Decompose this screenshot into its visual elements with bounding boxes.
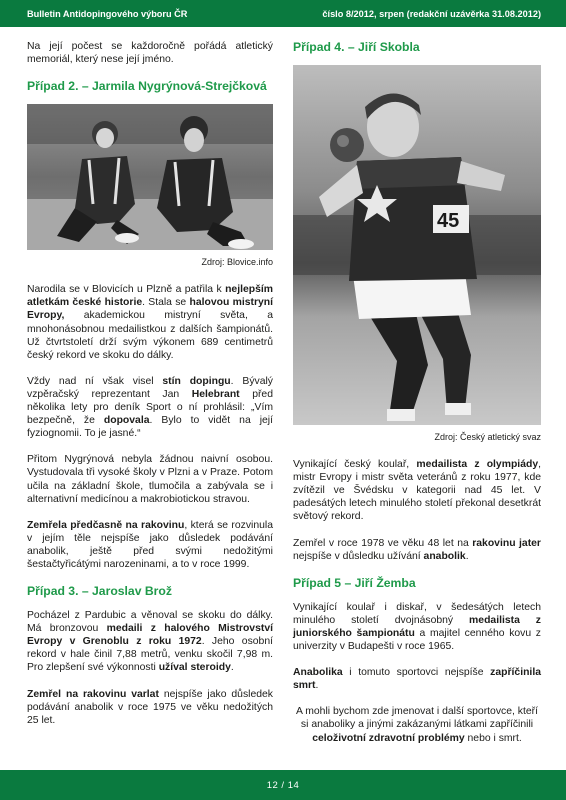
case-5-paragraph-1: Vynikající koulař i diskař, v šedesátých letech minulého století dvojnásobný medailista z juniorského šampionátu a majitel cenného kovu z univerzity v Budapešti v roce 1965. — [293, 601, 542, 653]
case-2-heading: Případ 2. – Jarmila Nygrýnová-Strejčková — [27, 79, 267, 94]
case-3-paragraph-1: Pocházel z Pardubic a věnoval se skoku do dálky. Má bronzovou medaili z halového Mistrovství Evropy v Grenoblu z roku 1972. Jeho osobní rekord v hale činil 7,88 metrů, venku skočil 7,98 m. Pro zlepšení své výkonnosti užíval steroidy. — [27, 610, 273, 674]
case-2-paragraph-1: Narodila se v Blovicích u Plzně a patřila k nejlepším atletkám české historie. Stala se halovou mistryní Evropy, akademickou mistryní světa, a mnohonásobnou medailistkou z dalších šampionátů. Už čtvrtstoletí drží svým výkonem 689 centimetrů český rekord ve skoku do dálky. — [27, 284, 274, 361]
photo-skobla — [293, 65, 541, 425]
case-3-heading: Případ 3. – Jaroslav Brož — [27, 584, 172, 599]
shot-putter-photo — [293, 65, 541, 425]
two-athletes-photo — [27, 104, 273, 250]
bulletin-title: Bulletin Antidopingového výboru ČR — [27, 8, 188, 19]
case-4-paragraph-2: Zemřel v roce 1978 ve věku 48 let na rakovinu jater nejspíše v důsledku užívání anabolik. — [293, 537, 541, 562]
page-footer — [0, 770, 566, 800]
intro-paragraph: Na její počest se každoročně pořádá atletický memoriál, který nese její jméno. — [27, 41, 273, 66]
photo-caption-2: Zdroj: Český atletický svaz — [434, 432, 541, 442]
svg-text:45: 45 — [437, 210, 460, 232]
case-2-paragraph-4: Zemřela předčasně na rakovinu, která se rozvinula v jejím těle nejspíše jako důsledek podávání anabolik, ještě před svými nedožitými šestačtyřicátými narozeninami, a to v roce 1999. — [27, 519, 273, 570]
case-3-paragraph-2: Zemřel na rakovinu varlat nejspíše jako důsledek podávání anabolik v roce 1975 ve věku nedožitých 25 let. — [27, 688, 273, 726]
case-5-paragraph-3: A mohli bychom zde jmenovat i další sportovce, kteří si anaboliky a jinými zakázanými látkami zapříčinili celoživotní zdravotní problémy nebo i smrt. — [296, 706, 538, 744]
photo-nygrynova — [27, 104, 273, 250]
page-number: 12 / 14 — [266, 779, 300, 791]
photo-caption-1: Zdroj: Blovice.info — [201, 257, 273, 268]
right-column — [293, 40, 541, 758]
issue-info: číslo 8/2012, srpen (redakční uzávěrka 31.08.2012) — [322, 8, 541, 19]
case-5-paragraph-2: Anabolika i tomuto sportovci nejspíše zapříčinila smrt. — [293, 667, 541, 692]
bulletin-header — [0, 0, 566, 27]
case-4-heading: Případ 4. – Jiří Skobla — [293, 40, 420, 54]
left-column — [27, 40, 273, 740]
case-2-paragraph-3: Přitom Nygrýnová nebyla žádnou naivní osobou. Vystudovala tři vysoké školy v Plzni a v Praze. Potom učila na základní škole, tlumočila a zabývala se i alternativní medicínou a makrobiotickou stravou. — [27, 454, 273, 505]
case-5-heading: Případ 5 – Jiří Žemba — [293, 575, 416, 590]
case-2-paragraph-2: Vždy nad ní však visel stín dopingu. Bývalý vzpěračský reprezentant Jan Helebrant před několika lety pro deník Sport o ní prohlásil: „Vím bezpečně, že dopovala. Bylo to vidět na její fyziognomii. To je jasné.“ — [27, 375, 273, 440]
case-4-paragraph-1: Vynikající český koulař, medailista z olympiády, mistr Evropy i mistr světa veteránů z roku 1977, kde zvítězil ve Švédsku v kategorii nad 45 let. V padesátých letech minulého století překonal desetkrát světový rekord. — [293, 459, 541, 523]
